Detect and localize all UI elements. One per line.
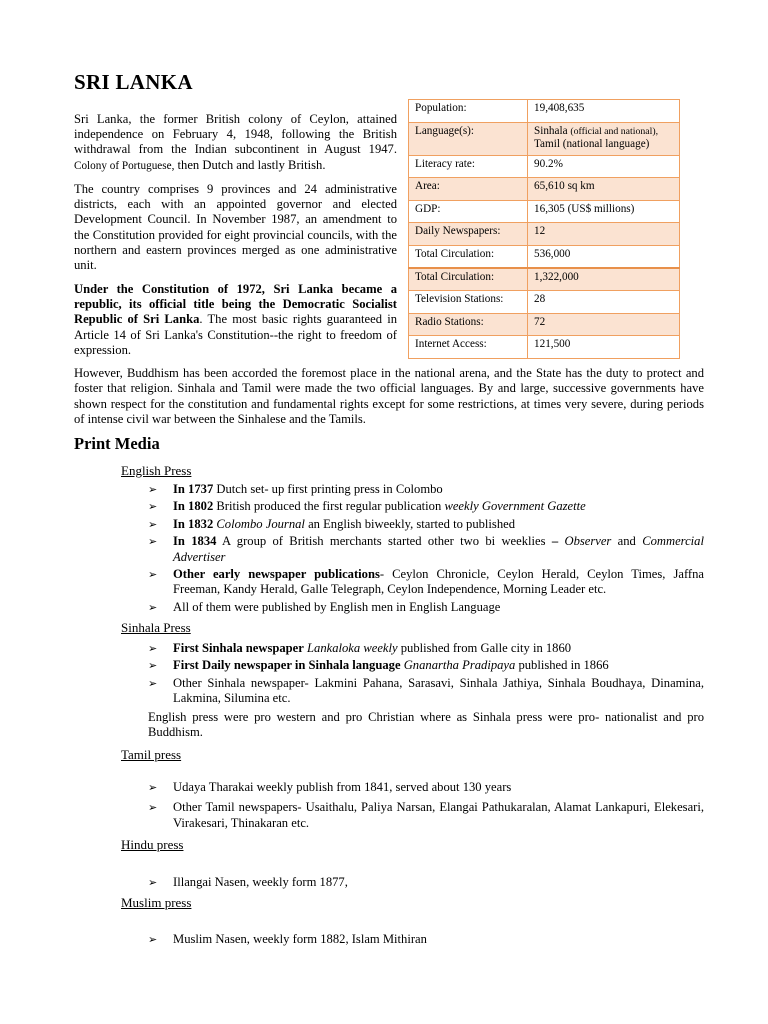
facts-row-area: [409, 178, 680, 201]
arrow-bullet-icon: ➢: [148, 676, 158, 690]
facts-value: 536,000: [528, 245, 680, 268]
arrow-bullet-icon: ➢: [148, 801, 158, 815]
tamil-press-list: [148, 780, 704, 833]
arrow-bullet-icon: ➢: [148, 876, 158, 889]
list-item: [148, 780, 704, 795]
facts-value: 65,610 sq km: [528, 178, 680, 201]
item-dash: –: [551, 534, 559, 549]
facts-row-gdp: [409, 200, 680, 223]
item-text: published from Galle city in 1860: [397, 641, 572, 655]
item-text: Other Tamil newspapers- Usaithalu, Paliya Narsan, Elangai Pathukaralan, Alamat Lankapuri, Elekesari, Virakesari, Thinakaran etc.: [173, 800, 704, 830]
intro-p1-end: then Dutch and lastly British.: [177, 157, 326, 172]
english-press-list: [148, 482, 704, 617]
list-item: [148, 800, 704, 831]
intro-p1-small: Colony of Portuguese,: [74, 159, 175, 172]
facts-label: GDP:: [409, 200, 528, 223]
sinhala-press-list: [148, 641, 704, 709]
arrow-bullet-icon: ➢: [148, 535, 158, 549]
list-item: [148, 517, 704, 532]
item-bold: First Daily newspaper in Sinhala language: [173, 658, 401, 673]
item-bold: First Sinhala newspaper: [173, 641, 304, 655]
item-text: Dutch set- up first printing press in Colombo: [213, 482, 443, 496]
item-and: and: [611, 534, 643, 549]
facts-label: Radio Stations:: [409, 313, 528, 336]
list-item: [148, 600, 704, 615]
facts-value: 19,408,635: [528, 100, 680, 123]
arrow-bullet-icon: ➢: [148, 483, 158, 496]
facts-label: Daily Newspapers:: [409, 223, 528, 246]
facts-row-television: [409, 291, 680, 314]
facts-label: Area:: [409, 178, 528, 201]
item-bold: Other early newspaper publications: [173, 567, 380, 582]
item-text: A group of British merchants started other two bi weeklies: [216, 534, 552, 549]
item-text: Udaya Tharakai weekly publish from 1841, served about 130 years: [173, 780, 512, 794]
facts-value: 121,500: [528, 336, 680, 359]
intro-paragraph-2: The country comprises 9 provinces and 24 administrative districts, each with an appointed governor and elected Development Council. In November 1987, an amendment to the Constitution provided for eight provincial councils, with the northern and eastern provinces merged as one administrative unit.: [74, 182, 397, 273]
item-italic: Gnanartha Pradipaya: [403, 658, 516, 673]
facts-value: 28: [528, 291, 680, 314]
arrow-bullet-icon: ➢: [148, 933, 158, 946]
item-bold: In 1802: [173, 499, 214, 514]
intro-p1-text: Sri Lanka, the former British colony of Ceylon, attained independence on February 4, 1948, following the British withdrawal from the Indian subcontinent in August 1947.: [74, 112, 397, 157]
facts-value: 12: [528, 223, 680, 246]
hindu-press-heading: Hindu press: [121, 837, 184, 852]
item-text: Other Sinhala newspaper- Lakmini Pahana, Sarasavi, Sinhala Jathiya, Sinhala Boudhaya, Dinamina, Lakmina, Silumina etc.: [173, 675, 704, 706]
facts-value: 16,305 (US$ millions): [528, 200, 680, 223]
facts-row-population: [409, 100, 680, 123]
arrow-bullet-icon: ➢: [148, 659, 158, 673]
item-text: published in 1866: [515, 658, 609, 673]
list-item: [148, 658, 704, 673]
facts-row-internet: [409, 336, 680, 359]
list-item: [148, 641, 704, 656]
page-title: SRI LANKA: [74, 70, 193, 94]
sinhala-press-heading: Sinhala Press: [121, 620, 191, 635]
facts-row-circulation-2: [409, 268, 680, 291]
list-item: [148, 567, 704, 598]
item-bold: In 1832: [173, 516, 214, 531]
press-comparison-note: English press were pro western and pro Christian where as Sinhala press were pro- nationalist and pro Buddhism.: [148, 710, 704, 740]
arrow-bullet-icon: ➢: [148, 600, 158, 614]
list-item: [148, 499, 704, 514]
item-italic: Lankaloka weekly: [307, 641, 398, 655]
list-item: [148, 482, 704, 497]
intro-paragraph-3: [74, 282, 397, 358]
item-text: - Ceylon Chronicle, Ceylon Herald, Ceylon Times, Jaffna Freeman, Kandy Herald, Galle Telegraph, Ceylon Independence, Morning Leader etc.: [173, 567, 704, 597]
arrow-bullet-icon: ➢: [148, 500, 158, 514]
list-item: [148, 932, 704, 947]
item-text: British produced the first regular publication: [213, 499, 445, 514]
item-bold: In 1737: [173, 482, 214, 496]
item-text: Muslim Nasen, weekly form 1882, Islam Mithiran: [173, 932, 427, 946]
language-sinhala: Sinhala: [534, 124, 568, 137]
facts-row-literacy: [409, 155, 680, 178]
tamil-press-heading: Tamil press: [121, 747, 182, 762]
list-item: [148, 534, 704, 565]
hindu-press-list: [148, 875, 704, 892]
facts-label: Internet Access:: [409, 336, 528, 359]
language-sinhala-note: (official and national),: [570, 125, 659, 137]
facts-row-radio: [409, 313, 680, 336]
item-italic: weekly Government Gazette: [444, 499, 586, 514]
facts-label: Television Stations:: [409, 291, 528, 314]
facts-label: Population:: [409, 100, 528, 123]
item-text: All of them were published by English men in English Language: [173, 599, 501, 614]
intro-p3-rest: . The most basic rights guaranteed in Article 14 of Sri Lanka's Constitution--the right to freedom of expression.: [74, 312, 397, 357]
intro-paragraph-4: However, Buddhism has been accorded the foremost place in the national arena, and the State has the duty to protect and foster that religion. Sinhala and Tamil were made the two official languages. By and large, successive governments have shown respect for the constitution and fundamental rights except for some restrictions, at times very severe, during periods of intense civil war between the Sinhalese and the Tamils.: [74, 366, 704, 427]
list-item: [148, 676, 704, 707]
print-media-heading: Print Media: [74, 434, 160, 453]
item-italic: Commercial Advertiser: [173, 534, 704, 564]
arrow-bullet-icon: ➢: [148, 781, 158, 794]
facts-row-dailies: [409, 223, 680, 246]
facts-row-language: [409, 122, 680, 155]
muslim-press-heading: Muslim press: [121, 895, 192, 910]
facts-value: 1,322,000: [528, 268, 680, 291]
english-press-heading: English Press: [121, 463, 192, 478]
item-italic: Observer: [564, 534, 612, 549]
arrow-bullet-icon: ➢: [148, 642, 158, 655]
facts-value: [528, 122, 680, 155]
facts-label: Literacy rate:: [409, 155, 528, 178]
country-facts-table: [408, 99, 680, 359]
language-tamil: Tamil (national language): [534, 137, 650, 150]
intro-p3-bold: Under the Constitution of 1972, Sri Lanka became a republic, its official title being the Democratic Socialist Republic of Sri Lanka: [74, 282, 397, 327]
facts-label: Total Circulation:: [409, 268, 528, 291]
item-text: an English biweekly, started to published: [304, 516, 516, 531]
facts-value: 72: [528, 313, 680, 336]
item-italic: Colombo Journal: [216, 516, 305, 531]
facts-row-circulation-1: [409, 245, 680, 268]
arrow-bullet-icon: ➢: [148, 517, 158, 531]
facts-value: 90.2%: [528, 155, 680, 178]
muslim-press-list: [148, 932, 704, 949]
arrow-bullet-icon: ➢: [148, 568, 158, 582]
facts-label: Language(s):: [409, 122, 528, 155]
item-text: Illangai Nasen, weekly form 1877,: [173, 875, 348, 889]
item-bold: In 1834: [173, 534, 217, 549]
intro-paragraph-1: [74, 112, 397, 174]
list-item: [148, 875, 704, 890]
facts-label: Total Circulation:: [409, 245, 528, 268]
